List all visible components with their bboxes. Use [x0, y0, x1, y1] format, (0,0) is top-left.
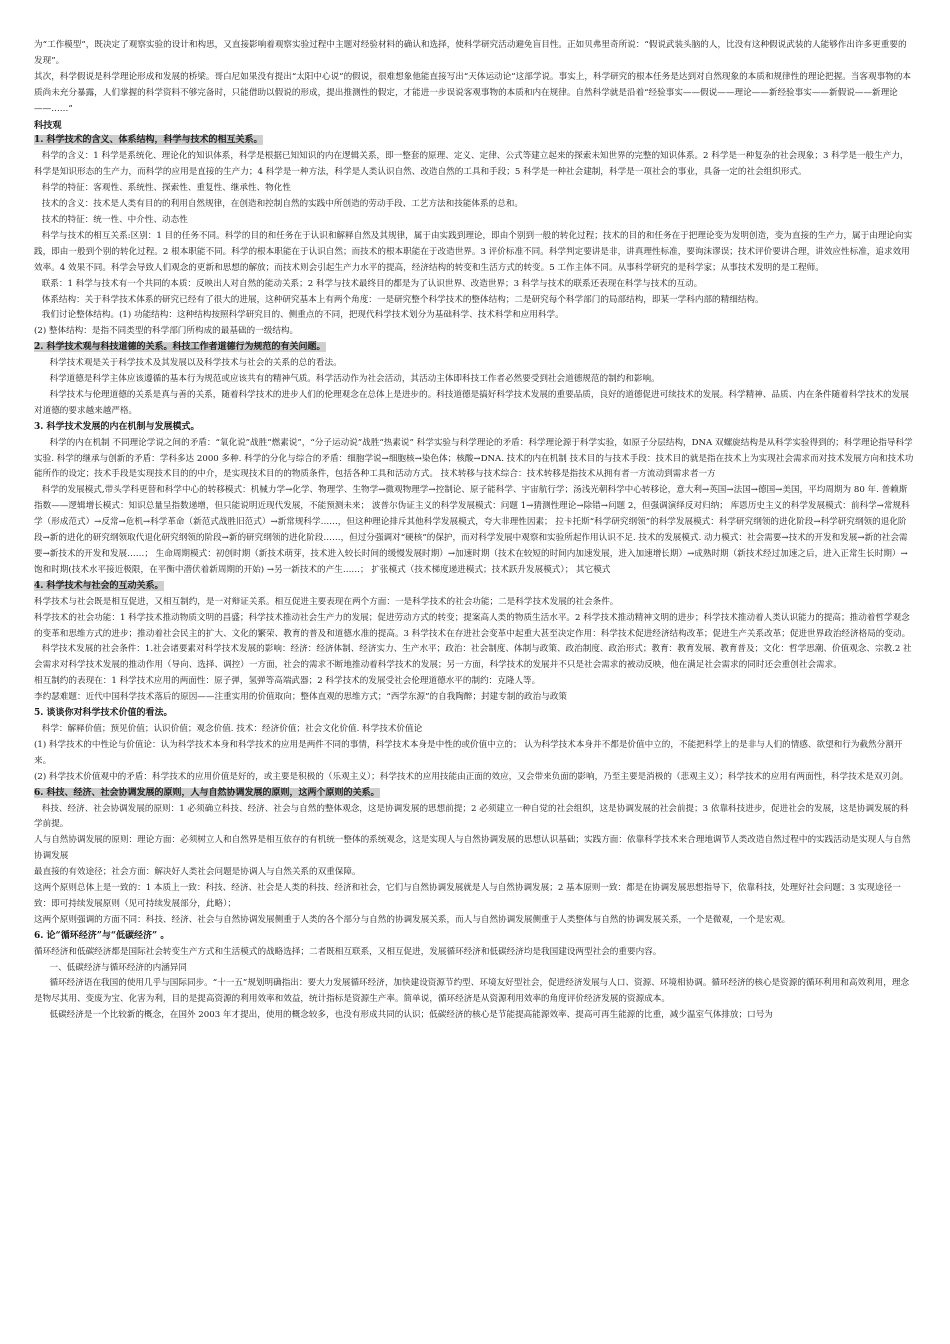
document-page [34, 38, 914, 1024]
section-heading: 5. 谈谈你对科学技术价值的看法。 [34, 708, 173, 719]
section-heading: 科技观 [34, 119, 62, 131]
paragraph: 科学与技术的相互关系:区别：1 目的任务不同。科学的目的和任务在于认识和解释自然及其规律，属于由实践到理论，即由个别到一般的转化过程；技术的目的和任务在于把理论变为发明创造，变为直接的生产力，属于由理论向实践，即由一般到个别的转化过程。2 根本职能不同。科学的根本职能在于认识自然；而技术的根本职能在于改造世界。3 评价标准不同。科学判定要讲是非，讲真理性标准，要询沫谬误；技术评价要讲合理，讲效应性标准，追求效用效率。4 效果不同。科学会导致人们观念的更新和思想的解放；而技术则会引起生产力水平的提高，经济结构的转变和生活方式的转变。5 工作主体不同。从事科学研究的是科学家；从事技术发明的是工程师。 [34, 230, 913, 273]
highlighted-heading-text: 2. 科学技术观与科技道德的关系。科技工作者道德行为规范的有关问题。 [34, 342, 326, 353]
paragraph: 技术的含义：技术是人类有目的的利用自然规律，在创造和控制自然的实践中所创造的劳动手段、工艺方法和技能体系的总和。 [41, 199, 523, 210]
section-heading [34, 133, 914, 149]
paragraph: (2) 整体结构：是指不同类型的科学部门所构成的最基础的一级结构。 [34, 326, 299, 337]
paragraph: 科学的特征：客观性、系统性、探索性、重复性、继承性、物化性 [41, 183, 291, 194]
paragraph: 这两个原则总体上是一致的：1 本质上一致：科技、经济、社会是人类的科技、经济和社会，它们与自然协调发展就是人与自然协调发展；2 基本原则一致：都是在协调发展思想指导下，依靠科技，处理好社会问题；3 实现途径一致：即可持续发展原则（见可持续发展部分，此略）； [34, 883, 901, 909]
highlighted-heading-text: 6. 科技、经济、社会协调发展的原则，人与自然协调发展的原则，这两个原则的关系。 [34, 787, 380, 798]
paragraph: 联系：1 科学与技术有一个共同的本质：反映出人对自然的能动关系；2 科学与技术最终目的都是为了认识世界、改造世界；3 科学与技术的联系还表现在科学与技术的互动。 [41, 278, 703, 289]
paragraph: 科学技术与伦理道德的关系是真与善的关系，随着科学技术的进步人们的伦理观念在总体上是进步的。科技道德是搞好科学技术发展的重要品质，良好的道德促进可续技术的发展。科学精神、品质、内在条件随着科学技术的发展对道德的要求越来越严格。 [34, 389, 909, 416]
paragraph: 科学的含义：1 科学是系统化、理论化的知识体系，科学是根据已知知识的内在逻辑关系，即一整套的原理、定义、定律、公式等建立起来的探索未知世界的完整的知识体系。2 科学是一种复杂的社会现象；3 科学是一般生产力，科学是知识形态的生产力，而科学的应用是直接的生产力；4 科学是一种方法，科学是人类认识自然、改造自然的工具和手段；5 科学是一种社会建制，科学是一项社会的事业，具备一定的社会组织形式。 [34, 151, 909, 178]
paragraph: 人与自然协调发展的原则：理论方面：必须树立人和自然界是相互依存的有机统一整体的系统观念，这是实现人与自然协调发展的思想认识基础；实践方面：依靠科学技术来合理地调节人类改造自然过程中的实践活动是实现人与自然协调发展 [34, 835, 911, 862]
paragraph: 科学技术发展的社会条件：1.社会诸要素对科学技术发展的影响：经济：经济体制、经济实力、生产水平；政治：社会制度、体制与政策、政治制度、政治形式；教育：教育发展、教育普及；文化：哲学思潮、价值观念、宗教.2 社会需求对科学技术发展的推动作用（导向、选择、调控）一方面，社会的需求不断地推动着科学技术的发展；另一方面，科学技术的发展并不只是社会需求的被动反映，他在满足社会需求的同时还会重创社会需求。 [34, 644, 912, 671]
paragraph: 低碳经济是一个比较新的概念，在国外 2003 年才提出，使用的概念较多，也没有形成共同的认识；低碳经济的核心是节能提高能源效率、提高可再生能源的比重，减少温室气体排放；口号为 [49, 1010, 773, 1021]
highlighted-heading-text: 4. 科学技术与社会的互动关系。 [34, 580, 164, 591]
paragraph: 科学技术的社会功能：1 科学技术推动物质文明的昌盛；科学技术推动社会生产力的发展；促进劳动方式的转变；提案高人类的物质生活水平。2 科学技术推动精神文明的进步；科学技术推动着人类认识能力的提高；推动着哲学观念的变革和思维方式的进步；推动着社会民主的扩大、文化的繁荣、教育的普及和道德水准的提高。3 科学技术在存进社会变革中起重大甚至决定作用：科学技术促进经济结构改革；促进生产关系改革；促进世界政治经济格局的变动。 [34, 612, 911, 639]
section-heading [34, 579, 914, 595]
paragraph: 我们讨论整体结构。(1) 功能结构：这种结构按照科学研究目的、侧重点的不同，把现代科学技术划分为基础科学、技术科学和应用科学。 [41, 310, 564, 321]
paragraph: 技术的特征：统一性、中介性、动态性 [41, 214, 188, 225]
paragraph: 其次，科学假说是科学理论形成和发展的桥梁。哥白尼如果没有提出“太阳中心说”的假说，很难想象他能直接写出“天体运动论”这部学说。事实上，科学研究的根本任务是达到对自然现象的本质和规律性的理论把握。当客观事物的本质尚未充分暴露，人们掌握的科学资料不够完备时，只能借助以假说的形成，提出推测性的假定，才能进一步误说客观事物的本质和内在规律。自然科学就是沿着“经验事实——假说——理论——新经验事实——新假说——新理论——……” [34, 71, 911, 114]
section-heading [34, 786, 914, 802]
paragraph: 科学技术观是关于科学技术及其发展以及科学技术与社会的关系的总的看法。 [49, 358, 342, 369]
section-heading: 6. 论“循环经济”与“低碳经济” 。 [34, 930, 170, 941]
paragraph: 科学道德是科学主体应该遵循的基本行为规范或应该共有的精神气质。科学活动作为社会活动，其活动主体即科技工作者必然要受到社会道德规范的制约和影响。 [49, 374, 660, 385]
paragraph: 一、低碳经济与循环经济的内涵异同 [49, 962, 187, 973]
paragraph: (1) 科学技术的中性论与价值论：认为科学技术本身和科学技术的应用是两件不同的事情，科学技术本身是中性的或价值中立的； 认为科学技术本身并不都是价值中立的，不能把科学上的是非与人们的情感、欲望和行为截然分割开来。 [34, 739, 903, 766]
paragraph: 科学的发展模式,带头学科更替和科学中心的转移模式：机械力学→化学、物理学、生物学→微观物理学→控制论、原子能科学、宇宙航行学；汤浅光朝科学中心转移论，意大利→英国→法国→德国→美国，平均周期为 80 年. 普赖斯指数——逻辑增长模式：知识总量呈指数递增，但只能说明近现代发展，不能预测未来； 波普尔伪证主义的科学发展模式：问题 1→猜测性理论→除错→问题 2，但强调演绎反对归纳； 库恩历史主义的科学发展模式：前科学→常规科学（形成范式）→反常→危机→科学革命（新范式战胜旧范式）→新常规科学……，但这种理论排斥其他科学发展模式，夸大非理性因素； 拉卡托斯“科学研究纲领”的科学发展模式：科学研究纲领的进化阶段→科学研究纲领的退化阶段→新的进化的研究纲领取代退化研究纲领的阶段→新的研究纲领的进化阶段……，但过分强调对“硬核”的保护，而对科学发展中观察和实验所起作用认识不足. 技术的发展模式. 动力模式：社会需要→技术的开发和发展→新的社会需要→新技术的开发和发展……； 生命周期模式：初创时期（新技术萌芽，技术进入较长时间的缓慢发展时期）→加速时期（技术在较短的时间内加速发展，进入加速增长期）→成熟时期（新技术经过加速之后，进入正常生长时期）→饱和时期(技术水平接近极限，在平衡中潜伏着新周期的开始) →另一新技术的产生……； 扩张模式（技术梯度递进模式；技术跃升发展模式）； 其它模式 [34, 485, 910, 575]
paragraph: 体系结构：关于科学技术体系的研究已经有了很大的进展，这种研究基本上有两个角度：一是研究整个科学技术的整体结构；二是研究每个科学部门的局部结构，即某一学科内部的精细结构。 [41, 294, 764, 305]
paragraph: 为“工作模型”，既决定了观察实验的设计和构思，又直接影响着观察实验过程中主题对经验材料的确认和选择，使科学研究活动避免盲目性。正如贝弗里奇所说：“假说武装头脑的人，比没有这种假说武装的人能够作出许多更重要的发现”。 [34, 40, 907, 66]
paragraph: 相互制约的表现在：1 科学技术应用的两面性：原子弹，氢弹等高端武器；2 科学技术的发展受社会伦理道德水平的制约：克隆人等。 [34, 676, 541, 687]
paragraph: 最直接的有效途径；社会方面：解决好人类社会问题是协调人与自然关系的双重保障。 [34, 867, 361, 878]
highlighted-heading-text: 1. 科学技术的含义、体系结构，科学与技术的相互关系。 [34, 135, 263, 146]
paragraph: 这两个原则强调的方面不同：科技、经济、社会与自然协调发展侧重于人类的各个部分与自然的协调发展关系，而人与自然协调发展侧重于人类整体与自然的协调发展关系，一个是微观，一个是宏观。 [34, 914, 791, 925]
paragraph: 科学：解释价值；预见价值；认识价值；观念价值. 技术：经济价值；社会文化价值. 科学技术价值论 [41, 723, 423, 734]
section-heading: 3. 科学技术发展的内在机制与发展模式。 [34, 421, 200, 432]
paragraph: 科学技术与社会既是相互促进，又相互制约，是一对辩证关系。相互促进主要表现在两个方面：一是科学技术的社会功能；二是科学技术发展的社会条件。 [34, 596, 619, 607]
section-heading [34, 340, 914, 356]
paragraph: (2) 科学技术价值观中的矛盾：科学技术的应用价值是好的，或主要是积极的（乐观主义）；科学技术的应用技能由正面的效应，又会带来负面的影响，乃至主要是消极的（悲观主义）；科学技术的应用有两面性，科学技术是双刃剑。 [34, 771, 909, 782]
paragraph: 循环经济语在我国的使用几乎与国际同步。“十一五”规划明确指出：要大力发展循环经济，加快建设资源节约型、环境友好型社会，促进经济发展与人口、资源、环境相协调。循环经济的核心是资源的循环利用和高效利用，理念是物尽其用、变废为宝、化害为利，目的是提高资源的利用效率和效益，统计指标是资源生产率。简单说，循环经济是从资源利用效率的角度评价经济发展的资源成本。 [34, 978, 910, 1005]
paragraph: 科学的内在机制 不同理论学说之间的矛盾：“氧化说”战胜“燃素说”，“分子运动说”战胜“热素说” 科学实验与科学理论的矛盾：科学理论源于科学实验，如原子分层结构，DNA 双螺旋结构是从科学实验得到的；科学理论指导科学实验. 科学的继承与创新的矛盾：学科多达 2000 多种. 科学的分化与综合的矛盾：细胞学说→细胞核→染色体；核酸→DNA. 技术的内在机制 技术目的与技术手段：技术目的就是指在技术上为实现社会需求而对技术发展方向和技术功能所作的设定；技术手段是实现技术目的的中介，是实现技术目的的物质条件，包括各种工具和活动方式。 技术转移与技术综合：技术转移是指技术从拥有者一方流动到需求者一方 [34, 437, 914, 480]
paragraph: 李约瑟难题：近代中国科学技术落后的原因——注重实用的价值取向；整体直观的思维方式；“西学东源”的自我陶醉；封建专制的政治与政策 [34, 692, 568, 703]
paragraph: 科技、经济、社会协调发展的原则：1 必须确立科技、经济、社会与自然的整体观念，这是协调发展的思想前提；2 必须建立一种自觉的社会组织，这是协调发展的社会前提；3 依靠科技进步，促进社会的发展，这是协调发展的科学前提。 [34, 803, 909, 830]
paragraph: 循环经济和低碳经济都是国际社会转变生产方式和生活模式的战略选择；二者既相互联系，又相互促进，发展循环经济和低碳经济均是我国建设两型社会的重要内容。 [34, 946, 662, 957]
